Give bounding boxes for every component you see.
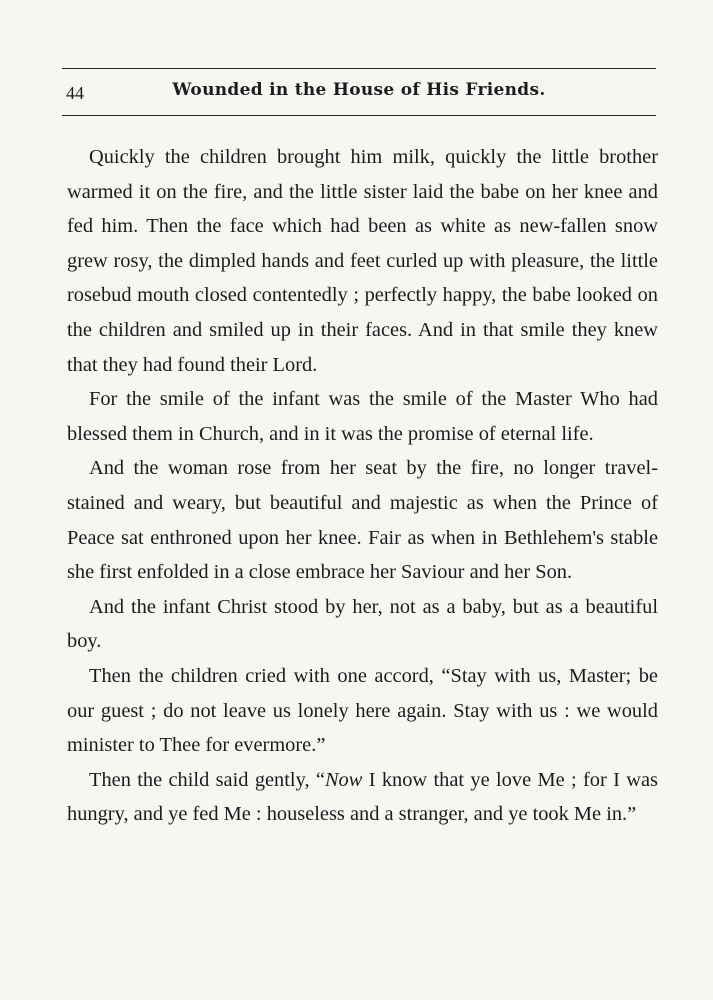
page-number: 44 [66, 83, 84, 103]
running-header [62, 80, 656, 108]
paragraph-text: Then the child said gently, “ [89, 768, 325, 791]
running-title: Wounded in the House of His Friends. [172, 80, 546, 100]
paragraph [67, 763, 658, 832]
paragraph-text: I know that ye love Me ; for I was hungry, and ye fed Me : houseless and a stranger, and ye took Me in.” [67, 768, 658, 826]
paragraph: For the smile of the infant was the smile of the Master Who had blessed them in Church, and in it was the promise of eternal life. [67, 388, 658, 445]
paragraph: And the woman rose from her seat by the fire, no longer travel-stained and weary, but beautiful and majestic as when the Prince of Peace sat enthroned upon her knee. Fair as when in Bethlehem's stable she first enfolded in a close embrace her Saviour and her Son. [67, 457, 658, 584]
body-text [67, 140, 658, 832]
header-bottom-rule [62, 115, 656, 116]
header-top-rule [62, 68, 656, 69]
emphasized-word: Now [324, 768, 363, 791]
paragraph: Then the children cried with one accord, “Stay with us, Master; be our guest ; do not leave us lonely here again. Stay with us : we would minister to Thee for evermore.” [67, 664, 658, 757]
paragraph: And the infant Christ stood by her, not as a baby, but as a beautiful boy. [67, 595, 658, 653]
paragraph: Quickly the children brought him milk, quickly the little brother warmed it on the fire, and the little sister laid the babe on her knee and fed him. Then the face which had been as white as new-fallen snow grew rosy, the dimpled hands and feet curled up with pleasure, the little rosebud mouth closed contentedly ; perfectly happy, the babe looked on the children and smiled up in their faces. And in that smile they knew that they had found their Lord. [67, 146, 658, 376]
